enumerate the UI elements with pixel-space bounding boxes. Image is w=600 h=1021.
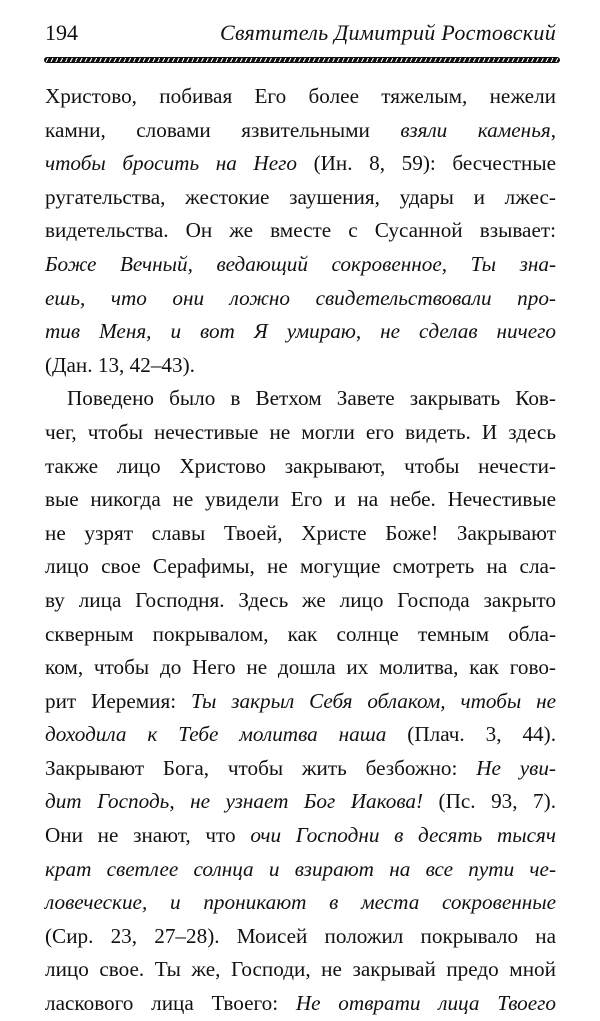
text-run: (Сир. 23, 27–28). Моисей положил покрывало на: [45, 923, 556, 948]
text-run: ругательства, жестокие заушения, удары и лжес-: [45, 184, 556, 209]
text-line: [45, 214, 556, 248]
text-line: [45, 953, 556, 987]
italic-quote: Ты закрыл Себя облаком, чтобы не: [191, 688, 556, 713]
text-line: [45, 382, 556, 416]
page-number: 194: [45, 20, 78, 45]
text-line: [45, 450, 556, 484]
text-line: [45, 349, 556, 383]
text-run: чег, чтобы нечестивые не могли его видеть. И здесь: [45, 419, 556, 444]
text-line: [45, 550, 556, 584]
italic-quote: ловеческие, и проникают в места сокровенные: [45, 890, 556, 915]
text-run: ком, чтобы до Него не дошла их молитва, как гово-: [45, 655, 556, 680]
running-title: Святитель Димитрий Ростовский: [220, 20, 556, 45]
text-line: [45, 785, 556, 819]
text-run: лицо свое Серафимы, не могущие смотреть на сла-: [45, 554, 556, 579]
rope-ornament-divider: [44, 57, 560, 63]
text-run: (Пс. 93, 7).: [423, 789, 556, 814]
text-line: [45, 886, 556, 920]
text-line: [45, 853, 556, 887]
text-line: [45, 618, 556, 652]
text-run: рит Иеремия:: [45, 688, 192, 713]
text-line: [45, 987, 556, 1021]
text-run: ласкового лица Твоего:: [45, 991, 296, 1016]
text-run: ву лица Господня. Здесь же лицо Господа закрыто: [45, 587, 556, 612]
text-line: [45, 584, 556, 618]
running-head: [45, 20, 556, 54]
italic-quote: доходила к Тебе молитва наша: [45, 722, 387, 747]
body-text: [45, 80, 556, 1021]
text-line: [45, 248, 556, 282]
text-line: [45, 517, 556, 551]
text-run: (Дан. 13, 42–43).: [45, 352, 195, 377]
text-line: [45, 80, 556, 114]
text-run: Поведено было в Ветхом Завете закрывать Ков-: [67, 386, 556, 411]
italic-quote: Не уви-: [476, 755, 556, 780]
text-run: также лицо Христово закрывают, чтобы нечести-: [45, 453, 556, 478]
text-line: [45, 651, 556, 685]
text-run: лицо свое. Ты же, Господи, не закрывай предо мной: [45, 957, 556, 982]
text-line: [45, 718, 556, 752]
text-line: [45, 181, 556, 215]
text-run: (Плач. 3, 44).: [386, 722, 556, 747]
text-run: Закрывают Бога, чтобы жить безбожно:: [45, 755, 477, 780]
text-run: скверным покрывалом, как солнце темным обла-: [45, 621, 556, 646]
text-line: [45, 147, 556, 181]
text-run: не узрят славы Твоей, Христе Боже! Закрывают: [45, 520, 556, 545]
text-line: [45, 416, 556, 450]
text-run: ,: [550, 117, 556, 142]
text-line: [45, 920, 556, 954]
text-run: Христово, побивая Его более тяжелым, нежели: [45, 84, 556, 108]
text-line: [45, 685, 556, 719]
text-line: [45, 483, 556, 517]
italic-quote: дит Господь, не узнает Бог Иакова!: [45, 789, 424, 814]
text-line: [45, 752, 556, 786]
text-run: (Ин. 8, 59): бесчестные: [296, 151, 556, 176]
text-run: вые никогда не увидели Его и на небе. Нечестивые: [45, 487, 556, 512]
italic-quote: крат светлее солнца и взирают на все пути че-: [45, 856, 556, 881]
text-line: [45, 819, 556, 853]
italic-quote: взяли каменья: [400, 117, 551, 142]
text-run: Они не знают, что: [45, 823, 251, 848]
italic-quote: тив Меня, и вот Я умираю, не сделав ничего: [45, 319, 556, 344]
italic-quote: очи Господни в десять тысяч: [250, 823, 557, 848]
text-line: [45, 114, 556, 148]
italic-quote: чтобы бросить на Него: [45, 151, 297, 176]
text-line: [45, 315, 556, 349]
italic-quote: ешь, что они ложно свидетельствовали про-: [45, 285, 556, 310]
text-run: камни, словами язвительными: [45, 117, 401, 142]
italic-quote: Не отврати лица Твоего: [295, 991, 556, 1016]
text-line: [45, 282, 556, 316]
italic-quote: Боже Вечный, ведающий сокровенное, Ты зна-: [45, 251, 556, 276]
text-run: видетельства. Он же вместе с Сусанной взывает:: [45, 218, 556, 243]
